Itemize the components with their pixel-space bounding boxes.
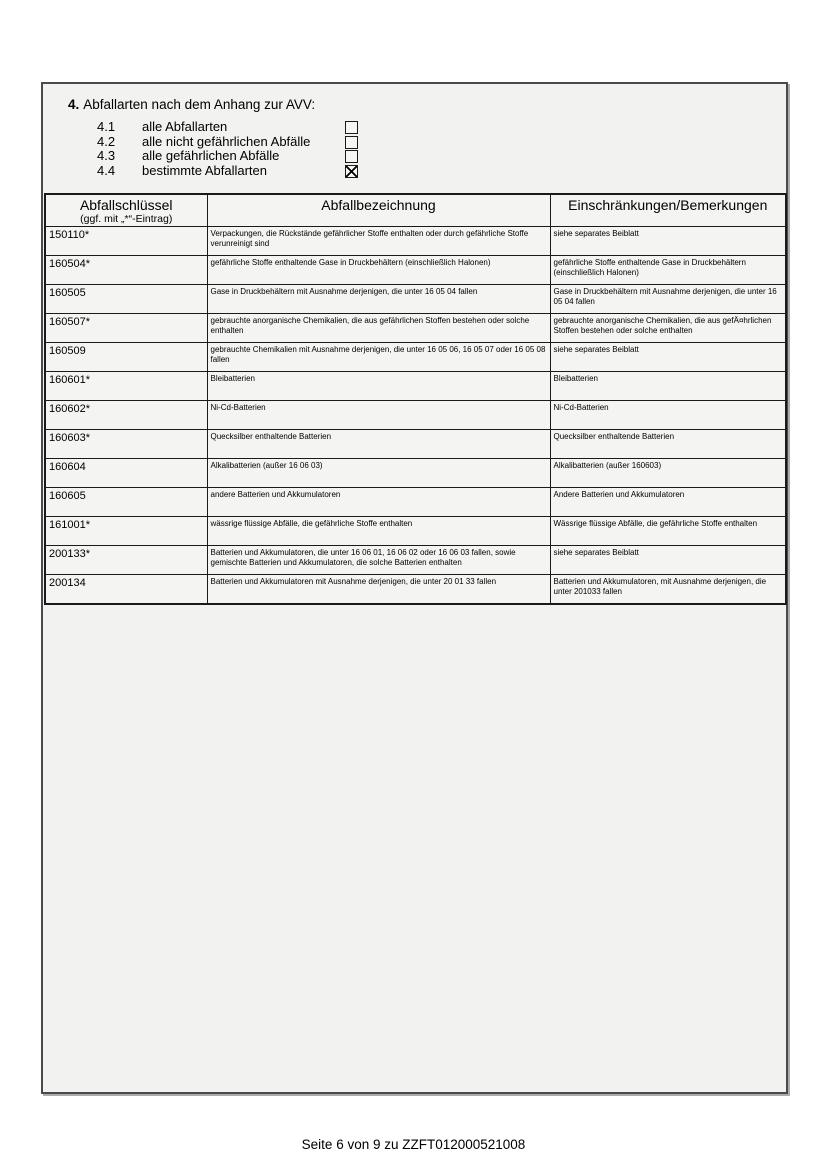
waste-remark-cell: gebrauchte anorganische Chemikalien, die aus gefÄ¤hrlichen Stoffen bestehen oder solche enthalten	[550, 314, 786, 343]
header-abfallschluessel-line1: Abfallschlüssel	[79, 197, 173, 213]
section-4-title	[68, 97, 315, 112]
page-footer: Seite 6 von 9 zu ZZFT012000521008	[301, 1137, 526, 1152]
waste-remark-cell: siehe separates Beiblatt	[550, 343, 786, 372]
waste-types-table	[44, 193, 787, 605]
waste-remark-cell: Gase in Druckbehältern mit Ausnahme derjenigen, die unter 16 05 04 fallen	[550, 285, 786, 314]
waste-description-cell: Batterien und Akkumulatoren, die unter 16 06 01, 16 06 02 oder 16 06 03 fallen, sowie gemischte Batterien und Akkumulatoren, die solche Batterien enthalten	[207, 546, 550, 575]
waste-description-cell: Alkalibatterien (außer 16 06 03)	[207, 459, 550, 488]
waste-description-cell: Gase in Druckbehältern mit Ausnahme derjenigen, die unter 16 05 04 fallen	[207, 285, 550, 314]
table-row	[45, 401, 786, 430]
waste-code-cell: 160505	[45, 285, 207, 314]
waste-remark-cell: Wässrige flüssige Abfälle, die gefährliche Stoffe enthalten	[550, 517, 786, 546]
waste-description-cell: Batterien und Akkumulatoren mit Ausnahme derjenigen, die unter 20 01 33 fallen	[207, 575, 550, 604]
checkbox-bestimmte-abfallarten[interactable]	[345, 165, 358, 178]
waste-code-cell: 200134	[45, 575, 207, 604]
option-number: 4.2	[97, 133, 116, 149]
table-row	[45, 488, 786, 517]
table-row	[45, 343, 786, 372]
table-row	[45, 546, 786, 575]
option-label: alle gefährlichen Abfälle	[142, 148, 280, 164]
form-page	[41, 82, 788, 1094]
waste-description-cell: Verpackungen, die Rückstände gefährlicher Stoffe enthalten oder durch gefährliche Stoffe verunreinigt sind	[207, 227, 550, 256]
waste-remark-cell: siehe separates Beiblatt	[550, 546, 786, 575]
option-row-4-2	[43, 135, 786, 150]
waste-description-cell: gebrauchte Chemikalien mit Ausnahme derjenigen, die unter 16 05 06, 16 05 07 oder 16 05 08 fallen	[207, 343, 550, 372]
waste-remark-cell: gefährliche Stoffe enthaltende Gase in Druckbehältern (einschließlich Halonen)	[550, 256, 786, 285]
option-label: alle nicht gefährlichen Abfälle	[142, 133, 311, 149]
option-label: bestimmte Abfallarten	[142, 162, 268, 178]
waste-code-cell: 160602*	[45, 401, 207, 430]
waste-code-cell: 160603*	[45, 430, 207, 459]
waste-description-cell: wässrige flüssige Abfälle, die gefährliche Stoffe enthalten	[207, 517, 550, 546]
waste-description-cell: gebrauchte anorganische Chemikalien, die aus gefährlichen Stoffen bestehen oder solche enthalten	[207, 314, 550, 343]
section-4-number: 4.	[68, 97, 80, 112]
header-abfallschluessel	[45, 194, 207, 227]
table-row	[45, 227, 786, 256]
option-row-4-4	[43, 164, 786, 179]
checkbox-alle-abfallarten[interactable]	[345, 121, 358, 134]
waste-description-cell: Ni-Cd-Batterien	[207, 401, 550, 430]
waste-remark-cell: Ni-Cd-Batterien	[550, 401, 786, 430]
table-row	[45, 430, 786, 459]
waste-code-cell: 200133*	[45, 546, 207, 575]
table-row	[45, 372, 786, 401]
waste-code-cell: 150110*	[45, 227, 207, 256]
table-row	[45, 314, 786, 343]
header-abfallschluessel-line2: (ggf. mit „*“-Eintrag)	[80, 213, 173, 225]
waste-description-cell: gefährliche Stoffe enthaltende Gase in Druckbehältern (einschließlich Halonen)	[207, 256, 550, 285]
checkbox-alle-gefaehrlichen[interactable]	[345, 150, 358, 163]
waste-remark-cell: siehe separates Beiblatt	[550, 227, 786, 256]
option-row-4-1	[43, 120, 786, 135]
waste-remark-cell: Bleibatterien	[550, 372, 786, 401]
table-row	[45, 256, 786, 285]
waste-description-cell: Quecksilber enthaltende Batterien	[207, 430, 550, 459]
waste-description-cell: andere Batterien und Akkumulatoren	[207, 488, 550, 517]
header-einschraenkungen: Einschränkungen/Bemerkungen	[550, 194, 786, 227]
waste-code-cell: 160601*	[45, 372, 207, 401]
waste-remark-cell: Batterien und Akkumulatoren, mit Ausnahme derjenigen, die unter 201033 fallen	[550, 575, 786, 604]
table-row	[45, 575, 786, 604]
option-row-4-3	[43, 149, 786, 164]
section-4-options	[43, 120, 786, 178]
waste-code-cell: 160605	[45, 488, 207, 517]
option-label: alle Abfallarten	[142, 119, 228, 134]
waste-code-cell: 160504*	[45, 256, 207, 285]
table-header-row	[45, 194, 786, 227]
option-number: 4.4	[97, 162, 116, 178]
waste-remark-cell: Andere Batterien und Akkumulatoren	[550, 488, 786, 517]
option-number: 4.1	[97, 119, 116, 134]
option-number: 4.3	[97, 148, 116, 164]
table-row	[45, 459, 786, 488]
header-abfallbezeichnung: Abfallbezeichnung	[207, 194, 550, 227]
waste-code-cell: 160604	[45, 459, 207, 488]
section-4-heading: Abfallarten nach dem Anhang zur AVV:	[83, 97, 316, 112]
waste-remark-cell: Alkalibatterien (außer 160603)	[550, 459, 786, 488]
waste-code-cell: 160507*	[45, 314, 207, 343]
waste-code-cell: 161001*	[45, 517, 207, 546]
waste-remark-cell: Quecksilber enthaltende Batterien	[550, 430, 786, 459]
table-row	[45, 285, 786, 314]
waste-description-cell: Bleibatterien	[207, 372, 550, 401]
checkbox-alle-nicht-gefaehrlichen[interactable]	[345, 136, 358, 149]
waste-code-cell: 160509	[45, 343, 207, 372]
table-row	[45, 517, 786, 546]
